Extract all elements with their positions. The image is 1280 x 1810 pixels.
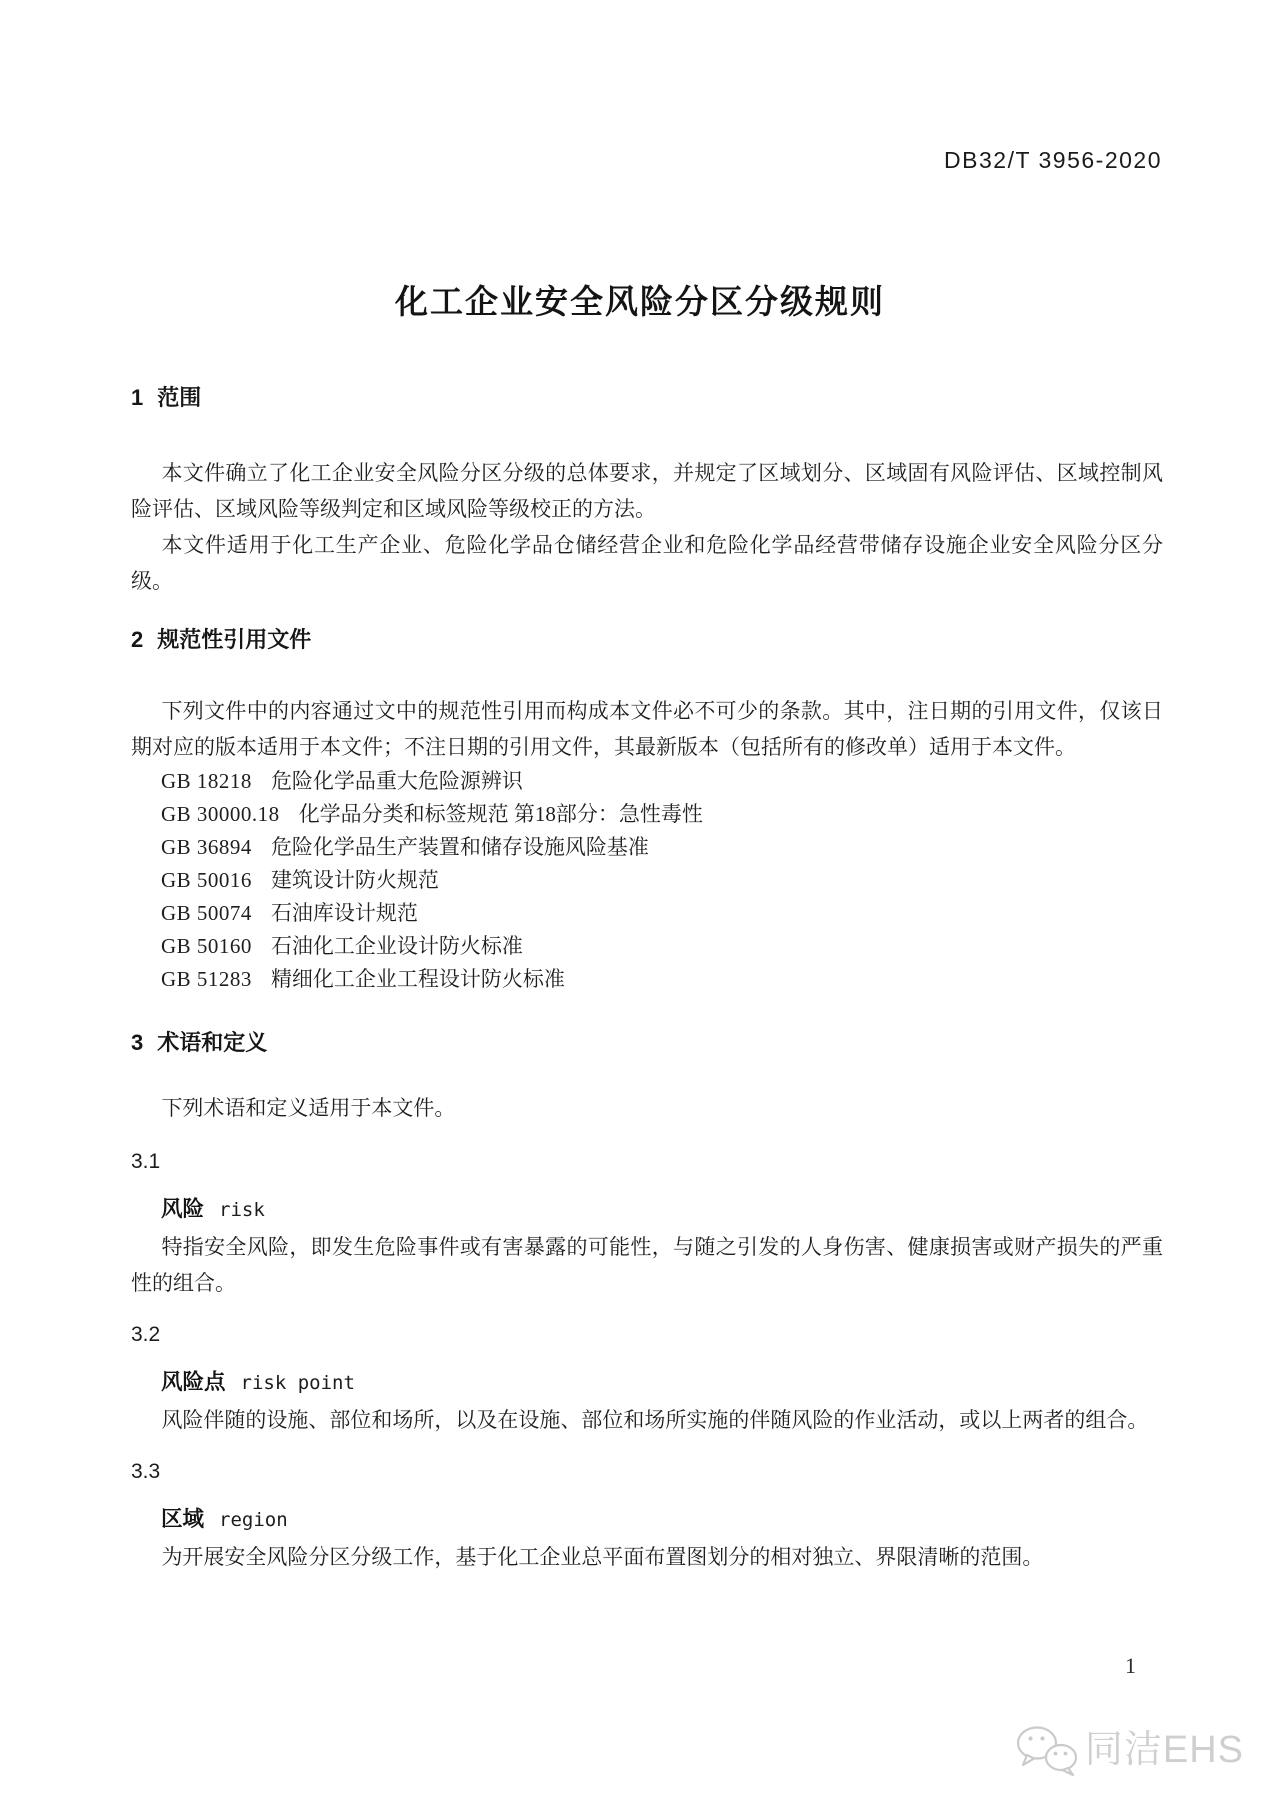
term-definition: 风险伴随的设施、部位和场所，以及在设施、部位和场所实施的伴随风险的作业活动，或以上两者的组合。 <box>161 1408 1149 1432</box>
page-number: 1 <box>1125 1653 1136 1678</box>
standard-code: DB32/T 3956-2020 <box>944 147 1162 173</box>
reference-item <box>131 930 1163 963</box>
term-definition: 特指安全风险，即发生危险事件或有害暴露的可能性，与随之引发的人身伤害、健康损害或财产损失的严重性的组合。 <box>131 1235 1163 1295</box>
reference-title: 石油库设计规范 <box>270 901 418 925</box>
reference-item <box>131 864 1163 897</box>
reference-title: 危险化学品生产装置和储存设施风险基准 <box>270 835 649 859</box>
normative-reference-list <box>131 765 1163 996</box>
reference-title: 危险化学品重大危险源辨识 <box>270 769 523 793</box>
references-intro: 下列文件中的内容通过文中的规范性引用而构成本文件必不可少的条款。其中，注日期的引用文件，仅该日期对应的版本适用于本文件；不注日期的引用文件，其最新版本（包括所有的修改单）适用于本文件。 <box>131 699 1163 759</box>
reference-title: 精细化工企业工程设计防火标准 <box>270 967 565 991</box>
term-name-english: region <box>219 1509 288 1531</box>
reference-title: 石油化工企业设计防火标准 <box>270 934 523 958</box>
term-entry-risk-point <box>131 1317 1163 1438</box>
reference-code: GB 50160 <box>161 934 252 958</box>
term-definition: 为开展安全风险分区分级工作，基于化工企业总平面布置图划分的相对独立、界限清晰的范围。 <box>161 1545 1044 1569</box>
section-number: 2 <box>131 627 144 652</box>
watermark <box>1013 1724 1244 1776</box>
reference-item <box>131 831 1163 864</box>
reference-code: GB 50016 <box>161 868 252 892</box>
term-name: 风险点 <box>161 1370 226 1394</box>
reference-item <box>131 765 1163 798</box>
reference-code: GB 50074 <box>161 901 252 925</box>
term-entry-region <box>131 1454 1163 1575</box>
section-scope-heading <box>131 383 1163 413</box>
wechat-icon <box>1013 1724 1079 1776</box>
terms-intro: 下列术语和定义适用于本文件。 <box>161 1096 456 1120</box>
reference-item <box>131 897 1163 930</box>
reference-item <box>131 798 1163 831</box>
reference-title: 建筑设计防火规范 <box>270 868 439 892</box>
section-terms-heading <box>131 1028 1163 1058</box>
reference-code: GB 51283 <box>161 967 252 991</box>
term-name-row <box>131 1194 1163 1227</box>
section-number: 3 <box>131 1030 144 1055</box>
document-body <box>131 383 1163 1575</box>
term-name-row <box>131 1504 1163 1537</box>
term-number: 3.3 <box>131 1460 161 1483</box>
term-entry-risk <box>131 1144 1163 1301</box>
section-references-heading <box>131 625 1163 655</box>
term-number: 3.1 <box>131 1150 161 1173</box>
term-name: 风险 <box>161 1197 205 1221</box>
reference-code: GB 30000.18 <box>161 802 280 826</box>
section-label: 规范性引用文件 <box>157 627 312 652</box>
term-number: 3.2 <box>131 1323 161 1346</box>
reference-code: GB 36894 <box>161 835 252 859</box>
section-label: 术语和定义 <box>157 1030 268 1055</box>
term-name-english: risk <box>219 1199 265 1221</box>
reference-code: GB 18218 <box>161 769 252 793</box>
term-name: 区域 <box>161 1507 205 1531</box>
scope-paragraph-2: 本文件适用于化工生产企业、危险化学品仓储经营企业和危险化学品经营带储存设施企业安全风险分区分级。 <box>131 533 1163 593</box>
section-label: 范围 <box>157 385 202 410</box>
scope-paragraph-1: 本文件确立了化工企业安全风险分区分级的总体要求，并规定了区域划分、区域固有风险评估、区域控制风险评估、区域风险等级判定和区域风险等级校正的方法。 <box>131 461 1163 521</box>
reference-title: 化学品分类和标签规范 第18部分：急性毒性 <box>298 802 703 826</box>
term-name-row <box>131 1367 1163 1400</box>
watermark-text: 同洁EHS <box>1084 1729 1244 1771</box>
document-title: 化工企业安全风险分区分级规则 <box>395 283 885 320</box>
reference-item <box>131 963 1163 996</box>
section-number: 1 <box>131 385 144 410</box>
term-name-english: risk point <box>240 1372 355 1394</box>
